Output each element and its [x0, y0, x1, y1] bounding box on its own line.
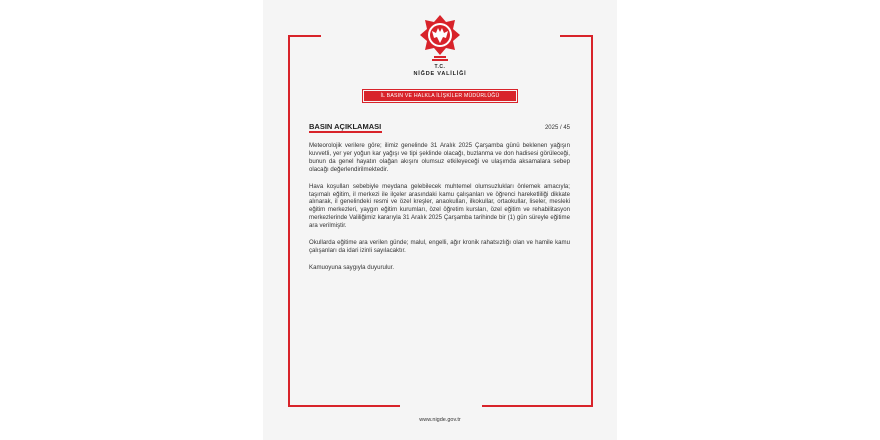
title-underline [309, 131, 382, 133]
paragraph-3: Okullarda eğitime ara verilen günde; malul, engelli, ağır kronik rahatsızlığı olan ve hamile kamu çalışanları da idari izinli sayılacaktır. [309, 239, 570, 254]
frame-right-line [591, 35, 593, 407]
frame-bottom-left-line [288, 405, 400, 407]
tc-label: T.C. [434, 64, 446, 70]
department-banner: İL BASIN VE HALKLA İLİŞKİLER MÜDÜRLÜĞÜ [364, 91, 516, 101]
frame-left-line [288, 35, 290, 407]
governorship-name: NİĞDE VALİLİĞİ [413, 71, 467, 77]
document-number: 2025 / 45 [544, 125, 570, 131]
frame-top-right-line [560, 35, 593, 37]
document-title: BASIN AÇIKLAMASI [309, 122, 382, 131]
paragraph-1: Meteorolojik verilere göre; ilimiz genelinde 31 Aralık 2025 Çarşamba günü beklenen yağışın kuvvetli, yer yer yoğun kar yağışı ve tipi şeklinde olacağı, buzlanma ve don hadisesi görüleceği, bunun da genel hayatın olağan akışını olumsuz etkileyeceği ve ulaşımda aksamalara sebep olacağı değerlendirilmektedir. [309, 142, 570, 173]
paragraph-4: Kamuoyuna saygıyla duyurulur. [309, 263, 395, 271]
frame-bottom-right-line [482, 405, 593, 407]
frame-top-left-line [288, 35, 321, 37]
governorship-emblem-icon [419, 14, 461, 62]
website-link[interactable]: www.nigde.gov.tr [419, 417, 461, 423]
document-body [309, 142, 570, 281]
paragraph-2: Hava koşulları sebebiyle meydana gelebilecek muhtemel olumsuzlukları önlemek amacıyla; taşımalı eğitim, il merkezi ile ilçeler arasındaki kamu çalışanları ve öğrenci hareketliliği dikkate alınarak, il genelindeki resmi ve özel kreşler, anaokulları, ilkokullar, ortaokullar, liseler, mesleki eğitim merkezleri, yaygın eğitim kurumları, özel öğretim kursları, özel eğitim ve rehabilitasyon merkezlerinde Valiliğimiz kararıyla 31 Aralık 2025 Çarşamba tarihinde bir (1) gün süreyle eğitime ara verilmiştir. [309, 182, 570, 230]
